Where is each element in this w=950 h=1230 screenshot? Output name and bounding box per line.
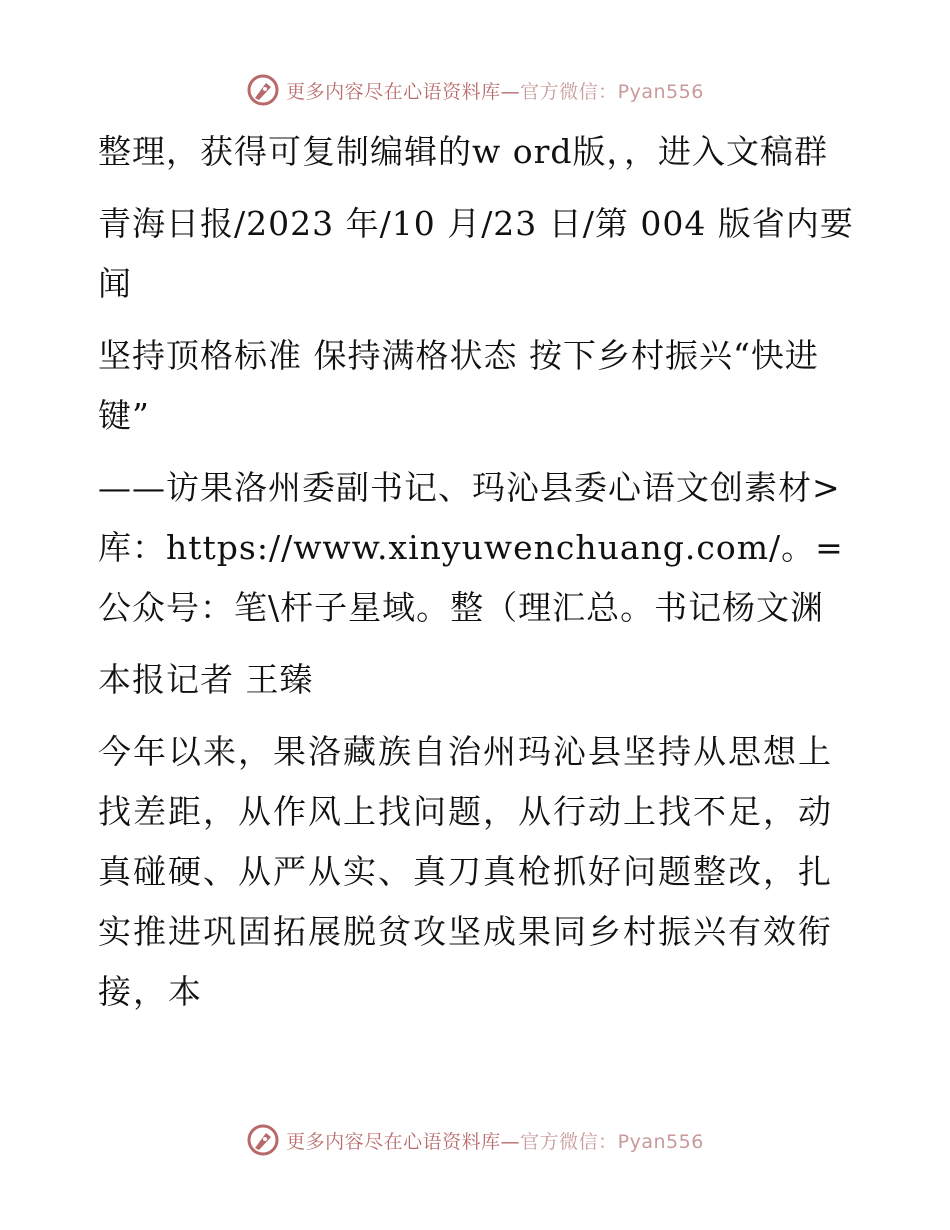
pen-nib-logo-icon <box>246 1123 280 1157</box>
pen-nib-logo-icon <box>246 73 280 107</box>
watermark-group <box>246 1123 704 1157</box>
watermark-contact-text: 官方微信：Pyan556 <box>520 1130 704 1153</box>
watermark-banner-bottom <box>0 1120 950 1160</box>
paragraph-source-line: 青海日报/2023 年/10 月/23 日/第 004 版省内要闻 <box>98 204 854 303</box>
watermark-text <box>286 77 704 104</box>
paragraph-word-notice: 整理，获得可复制编辑的w ord版，，进入文稿群 <box>98 132 829 171</box>
watermark-group <box>246 73 704 107</box>
document-body <box>98 122 858 1034</box>
article-headline: 坚持顶格标准 保持满格状态 按下乡村振兴“快进键” <box>98 336 819 435</box>
article-body-paragraph: 今年以来，果洛藏族自治州玛沁县坚持从思想上找差距，从作风上找问题，从行动上找不足，动真碰硬、从严从实、真刀真枪抓好问题整改，扎实推进巩固拓展脱贫攻坚成果同乡村振兴有效衔接，本 <box>98 732 833 1011</box>
article-subheadline: ——访果洛州委副书记、玛沁县委心语文创素材>库：https://www.xinyuwenchuang.com/。=公众号：笔\杆子星域。整（理汇总。书记杨文渊 <box>98 468 844 627</box>
watermark-text <box>286 1127 704 1154</box>
article-byline: 本报记者 王臻 <box>98 660 314 699</box>
watermark-contact-text: 官方微信：Pyan556 <box>520 80 704 103</box>
watermark-site-text: 更多内容尽在心语资料库— <box>286 80 521 103</box>
watermark-banner-top <box>0 70 950 110</box>
watermark-site-text: 更多内容尽在心语资料库— <box>286 1130 521 1153</box>
